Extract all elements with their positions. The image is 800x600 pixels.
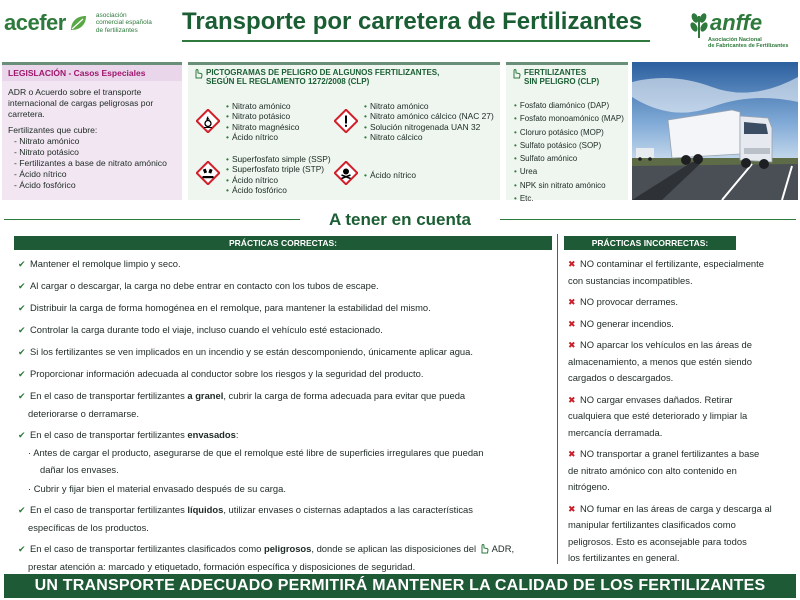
list-item: • Etc. [514,192,624,205]
practice-text: NO aparcar los vehículos en las áreas de [580,339,752,350]
exclamation-pictogram-icon [334,109,358,133]
acefer-logo [4,10,160,36]
sin-peligro-heading-line: FERTILIZANTES [524,68,587,77]
list-item: - Nitrato potásico [14,147,79,157]
pictogramas-panel [188,62,500,200]
adr-line: ADR o Acuerdo sobre el transporte [8,87,142,97]
acefer-logo-subtitle [96,12,160,35]
list-item [18,426,548,497]
practice-text: los fertilizantes en general. [568,552,680,563]
list-item [568,337,794,387]
practice-text: NO transportar a granel fertilizantes a base [580,448,760,459]
practice-emphasis: a granel [187,390,224,401]
list-item [568,501,794,567]
practice-text: manipular fertilizantes clasificados como [568,519,736,530]
practice-emphasis: líquidos [187,504,224,515]
list-item [568,392,794,442]
list-item [18,540,548,575]
list-item: • Nitrato amónico [364,101,494,111]
list-item [18,343,548,361]
anffe-logo-subtitle [708,37,796,49]
list-item [18,387,548,422]
practice-text: Distribuir la carga de forma homogénea en el remolque, para mantener la estabilidad del mismo. [30,302,431,313]
anffe-sub-line: de Fabricantes de Fertilizantes [708,43,789,49]
practice-text: mercancía derramada. [568,426,663,438]
pointing-hand-icon [511,68,521,79]
list-item [568,294,794,311]
practice-text: NO contaminar el fertilizante, especialmente [580,258,764,269]
cross-icon: ✖ [568,394,576,405]
practice-text: En el caso de transportar fertilizantes [30,429,188,440]
practice-text: En el caso de transportar fertilizantes [30,390,188,401]
list-item: • Ácido nítrico [364,170,416,180]
header [0,0,800,56]
list-item: • Nitrato cálcico [364,132,494,142]
list-item [18,255,548,273]
practice-text: ADR, [491,543,515,554]
practice-text: peligrosos. Esto es aconsejable para todos [568,535,747,547]
list-item: - Ácido fosfórico [14,180,76,190]
sin-peligro-heading [506,65,628,86]
list-item: • Urea [514,165,624,178]
practice-text: Al cargar o descargar, la carga no debe entrar en contacto con los tubos de escape. [30,280,379,291]
acefer-sub-line: asociación [95,11,127,19]
incorrect-practices-heading: PRÁCTICAS INCORRECTAS: [564,236,736,250]
list-item: • Sulfato potásico (SOP) [514,139,624,152]
section-divider [500,219,796,220]
list-item [568,446,794,496]
list-item: • Nitrato amónico cálcico (NAC 27) [364,111,494,121]
list-item: • Superfosfato simple (SSP) [226,154,331,164]
cubre-label: Fertilizantes que cubre: [8,125,98,135]
column-divider [557,234,558,564]
list-item: • Ácido nítrico [226,132,299,142]
practice-text: Proporcionar información adecuada al conductor sobre los riesgos y la seguridad del producto. [30,368,424,379]
practice-text: Mantener el remolque limpio y seco. [30,258,181,269]
practice-text: , donde se aplican las disposiciones del [311,543,479,554]
check-icon: ✔ [18,391,26,401]
sin-peligro-list [514,99,624,205]
acefer-sub-line: de fertilizantes [95,26,138,34]
adr-line: internacional de cargas peligrosas por [8,98,154,108]
check-icon: ✔ [18,259,26,269]
correct-practices-heading: PRÁCTICAS CORRECTAS: [14,236,552,250]
practice-text: cualquiera que esté deteriorado y limpiar la [568,410,748,421]
practice-text: En el caso de transportar fertilizantes [30,504,188,515]
practice-text: NO generar incendios. [580,317,674,329]
practice-text: En el caso de transportar fertilizantes clasificados como [30,543,264,554]
wheat-icon [686,8,712,38]
practice-emphasis: peligrosos [263,543,312,554]
practice-text: de nitrato amónico con alto contenido en [568,464,737,476]
cross-icon: ✖ [568,297,576,307]
pictogram-list-toxic [364,170,416,180]
practice-text: , cubrir la carga de forma adecuada para evitar que pueda [223,390,466,401]
list-item [568,256,794,289]
list-item [18,277,548,295]
check-icon: ✔ [18,544,26,554]
practice-text: almacenamiento, a menos que estén siendo [568,355,752,367]
practice-text: NO cargar envases dañados. Retirar [580,393,733,405]
practice-text: Si los fertilizantes se ven implicados en un incendio y se están descomponiendo, únicamente aplicar agua. [30,346,473,357]
list-item: • NPK sin nitrato amónico [514,179,624,192]
list-item: • Fosfato diamónico (DAP) [514,99,624,112]
pictogramas-heading [188,65,500,86]
check-icon: ✔ [18,325,26,335]
check-icon: ✔ [18,347,26,357]
list-item: - Ácido nítrico [14,169,67,179]
legislacion-panel [2,62,182,200]
pointing-hand-icon [193,68,203,79]
practice-text: NO fumar en las áreas de carga y descarga al [580,502,772,514]
practice-text: con sustancias incompatibles. [568,274,693,286]
sin-peligro-heading-line: SIN PELIGRO (CLP) [524,77,600,86]
list-item: • Solución nitrogenada UAN 32 [364,122,494,132]
check-icon: ✔ [18,303,26,313]
cross-icon: ✖ [568,449,576,459]
section-divider [4,219,300,220]
list-item: • Sulfato amónico [514,152,624,165]
check-icon: ✔ [18,369,26,379]
corrosive-pictogram-icon [196,161,220,185]
cross-icon: ✖ [568,318,576,329]
practice-subitem: dañar los envases. [40,464,119,475]
cross-icon: ✖ [568,259,576,269]
check-icon: ✔ [18,281,26,291]
section-title: A tener en cuenta [328,210,472,229]
leaf-icon [68,13,88,33]
list-item: • Ácido fosfórico [226,185,331,195]
pictogram-list-corrosive [226,154,331,196]
list-item: - Fertilizantes a base de nitrato amónico [14,158,167,168]
sin-peligro-panel [506,62,628,204]
acefer-sub-line: comercial española [95,19,152,27]
list-item: - Nitrato amónico [14,136,80,146]
list-item: • Superfosfato triple (STP) [226,164,331,174]
page-title: Transporte por carretera de Fertilizantes [182,8,643,35]
correct-practices-list [18,255,548,575]
incorrect-practices-list [568,256,794,567]
pictogramas-heading-line: PICTOGRAMAS DE PELIGRO DE ALGUNOS FERTILIZANTES, [206,68,440,77]
practice-emphasis: envasados [187,429,236,440]
list-item [18,321,548,339]
pictogramas-heading-line: SEGÚN EL REGLAMENTO 1272/2008 (CLP) [206,77,370,86]
practice-text: nitrógeno. [568,481,610,492]
anffe-logo [686,8,796,48]
list-item [18,365,548,383]
list-item: • Nitrato potásico [226,111,299,121]
footer-banner: UN TRANSPORTE ADECUADO PERMITIRÁ MANTENER LA CALIDAD DE LOS FERTILIZANTES [4,574,796,598]
cross-icon: ✖ [568,503,576,514]
anffe-sub-line: Asociación Nacional [708,37,762,43]
toxic-pictogram-icon [334,161,358,185]
pointing-hand-icon [479,543,489,554]
practice-text: Controlar la carga durante todo el viaje, incluso cuando el vehículo esté estacionado. [30,324,383,335]
practice-text: cargados o descargados. [568,372,674,383]
list-item: • Nitrato amónico [226,101,299,111]
pictogram-list-oxidizer [226,101,299,143]
pictogram-list-exclamation [364,101,494,143]
practice-text: : [235,429,239,440]
adr-line: carretera. [8,109,45,119]
list-item: • Ácido nítrico [226,175,331,185]
list-item: • Cloruro potásico (MOP) [514,126,624,139]
list-item: • Fosfato monoamónico (MAP) [514,112,624,125]
anffe-logo-word: anffe [710,10,763,35]
practice-subitem: · Cubrir y fijar bien el material envasado después de su carga. [28,483,286,494]
list-item [568,316,794,333]
practice-text: NO provocar derrames. [580,296,678,307]
list-item [18,501,548,536]
oxidizer-pictogram-icon [196,109,220,133]
practice-text: , utilizar envases o cisternas adaptados a las características [223,504,473,515]
check-icon: ✔ [18,430,26,440]
check-icon: ✔ [18,505,26,515]
cross-icon: ✖ [568,340,576,350]
legislacion-heading: LEGISLACIÓN - Casos Especiales [2,65,182,81]
list-item: • Nitrato magnésico [226,122,299,132]
practice-text: prestar atención a: marcado y etiquetado, formación específica y disposiciones de seguridad. [28,561,416,572]
practice-text: deteriorarse o derramarse. [28,408,139,419]
practice-subitem: · Antes de cargar el producto, asegurarse de que el remolque esté libre de superficies irregulares que puedan [28,447,484,458]
title-underline [182,40,650,42]
practice-text: específicas de los productos. [28,522,149,533]
list-item [18,299,548,317]
acefer-logo-word: acefer [4,10,66,35]
truck-photo [632,62,798,200]
